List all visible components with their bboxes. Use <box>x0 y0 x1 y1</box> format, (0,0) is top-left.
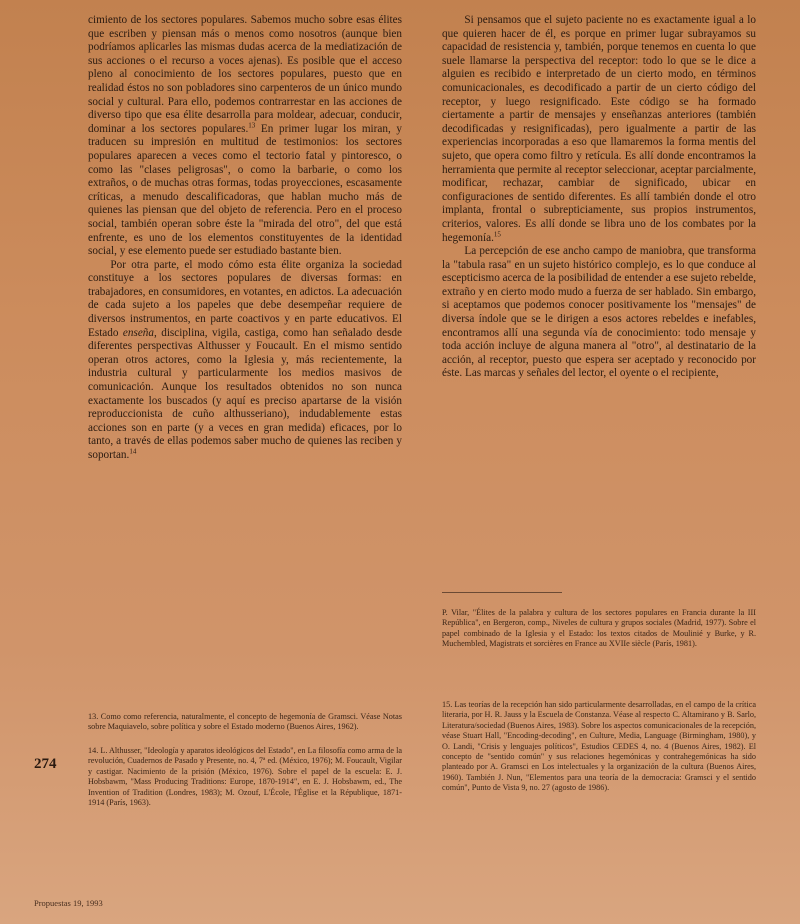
left-column <box>88 14 402 463</box>
footnote-divider <box>442 592 562 593</box>
left-paragraph-1-cont: En primer lugar los miran, y traducen su impresión en multitud de testimonios: los sectores populares aparecen a veces como el tectorio fatal y pintoresco, o como las "clases peligrosas", o como la barbarie, o como los extraños, o de muchas otras formas, todas proyecciones, escasamente críticas, a menudo descalificadoras, que hablan mucho más de quienes las piensan que del objeto de referencia. Pero en el proceso social, también operan sobre éste la "mirada del otro", del que está enfrente, es uno de los elementos constituyentes de la identidad social, y ese elemento puede ser estudiado bastante bien. <box>88 122 402 258</box>
footnote-14: 14. L. Althusser, "Ideología y aparatos ideológicos del Estado", en La filosofía como arma de la revolución, Cuadernos de Pasado y Presente, no. 4, 7ª ed. (México, 1976); M. Foucault, Vigilar y castigar. Nacimiento de la prisión (México, 1976). Sobre el papel de la escuela: E. J. Hobsbawm, "Mass Producing Traditions: Europe, 1870-1914", en E. J. Hobsbawm, ed., The Invention of Tradition (Londres, 1983); M. Ozouf, L'École, l'Église et la République, 1871-1914 (París, 1963). <box>88 746 402 808</box>
left-paragraph-2 <box>88 259 402 463</box>
left-paragraph-2-cont: , disciplina, vigila, castiga, como han señalado desde diferentes perspectivas Althusser y Foucault. En el mismo sentido operan otros actores, como la Iglesia y, más recientemente, la industria cultural y particularmente los medios masivos de comunicación. Aunque los resultados obtenidos no son nunca exactamente los buscados (y aquí es preciso apartarse de la visión reproduccionista de cuño althusseriano), indudablemente estas acciones son en parte (y a veces en gran medida) eficaces, por lo tanto, a través de ellas podemos saber mucho de quienes las reciben y soportan. <box>88 326 402 461</box>
footnote-15: 15. Las teorías de la recepción han sido particularmente desarrolladas, en el campo de la crítica literaria, por H. R. Jauss y la Escuela de Constanza. Véase al respecto C. Altamirano y B. Sarlo, Literatura/sociedad (Buenos Aires, 1983). Sobre los aspectos comunicacionales de la recepción, véase Stuart Hall, "Encoding-decoding", en Culture, Media, Language (Birmingham, 1980), y O. Landi, "Crisis y lenguajes políticos", Estudios CEDES 4, no. 4 (Buenos Aires, 1982). El concepto de "sentido común" y sus relaciones hegemónicas y contrahegemónicas ha sido planteado por A. Gramsci en Los intelectuales y la organización de la cultura (Buenos Aires, 1960). También J. Nun, "Elementos para una teoría de la democracia: Gramsci y el sentido común", Punto de Vista 9, no. 27 (agosto de 1986). <box>442 700 756 793</box>
right-column <box>442 14 756 381</box>
footnote-ref-15[interactable]: 15 <box>493 229 501 238</box>
page-number: 274 <box>34 756 57 772</box>
left-paragraph-2-italic: enseña <box>122 326 154 339</box>
left-paragraph-2-text: Por otra parte, el modo cómo esta élite organiza la sociedad constituye a los sectores populares de diversas formas: en trabajadores, en consumidores, en votantes, en adictos. La adecuación de cada sujeto a los papeles que debe desempeñar requiere de diversos instrumentos, en parte coactivos y en parte educativos. El Estado <box>88 258 402 339</box>
right-paragraph-1-text: Si pensamos que el sujeto paciente no es exactamente igual a lo que quieren hacer de él, es porque en primer lugar subrayamos su capacidad de resistencia y, también, porque tenemos en cuenta lo que suele llamarse la perspectiva del receptor: todo lo que se le dice a alguien es recibido e interpretado de un cierto modo, en términos comunicacionales, es decodificado a partir de un cierto código del receptor, y luego resignificado. Este código se ha formado ciertamente a partir de mensajes y enseñanzas anteriores (también decodificadas y resignificadas), pero igualmente a partir de las experiencias incorporadas a eso que llamaremos la forma mentis del sujeto, que opera como filtro y retícula. Es allí donde encontramos la herramienta que permite al receptor seleccionar, aceptar parcialmente, modificar, rechazar, cambiar de significado, ubicar en configuraciones de sentido diferentes. Es allí también donde el otro implanta, frontal o subrepticiamente, sus propios instrumentos, criterios, valores. Es allí donde se libra uno de los combates por la hegemonía. <box>442 14 756 244</box>
footnote-continued: P. Vilar, "Élites de la palabra y cultura de los sectores populares en Francia durante la III República", en Bergeron, comp., Niveles de cultura y grupos sociales (Madrid, 1977). Sobre el papel combinado de la Iglesia y el Estado: los textos citados de Moulinié y Burke, y R. Muchembled, Magistrats et sorcières en France au XVIIe siècle (París, 1981). <box>442 608 756 649</box>
left-paragraph-1 <box>88 14 402 259</box>
right-paragraph-2: La percepción de ese ancho campo de maniobra, que transforma la "tabula rasa" en un sujeto histórico complejo, es lo que conduce al escepticismo acerca de la posibilidad de entender a ese sujeto rebelde, extraño y en cierto modo mudo a fuerza de ser hablado. Sin embargo, si aceptamos que podemos conocer positivamente los "mensajes" de diversa índole que se le dirigen a esos actores rebeldes e inefables, encontramos allí una segunda vía de conocimiento: todo mensaje y toda acción incluye de alguna manera al "otro", al destinatario de la acción, al receptor, puesto que espera ser aceptado y reconocido por éste. Las marcas y señales del lector, el oyente o el recipiente, <box>442 245 756 380</box>
right-paragraph-1 <box>442 14 756 245</box>
footnote-13: 13. Como como referencia, naturalmente, el concepto de hegemonía de Gramsci. Véase Notas sobre Maquiavelo, sobre política y sobre el Estado moderno (Buenos Aires, 1962). <box>88 712 402 732</box>
footnote-ref-14[interactable]: 14 <box>129 447 137 456</box>
left-paragraph-1-text: cimiento de los sectores populares. Sabemos mucho sobre esas élites que escriben y piensan más o menos como nosotros (aunque bien podríamos aplicarles las mismas dudas acerca de la mediatización de sus acciones o el recurso a voces ajenas). Es posible que el acceso pleno al conocimiento de los sectores populares, puesto que en realidad éstos no son pobladores sino carpenteros de un único mundo social y cultural. Para ello, podemos contrarrestar en las acciones de diverso tipo que esa élite desarrolla para moldear, adecuar, conducir, dominar a los sectores populares. <box>88 14 402 135</box>
footnote-ref-13[interactable]: 13 <box>248 121 256 130</box>
page-footer: Propuestas 19, 1993 <box>34 898 103 908</box>
